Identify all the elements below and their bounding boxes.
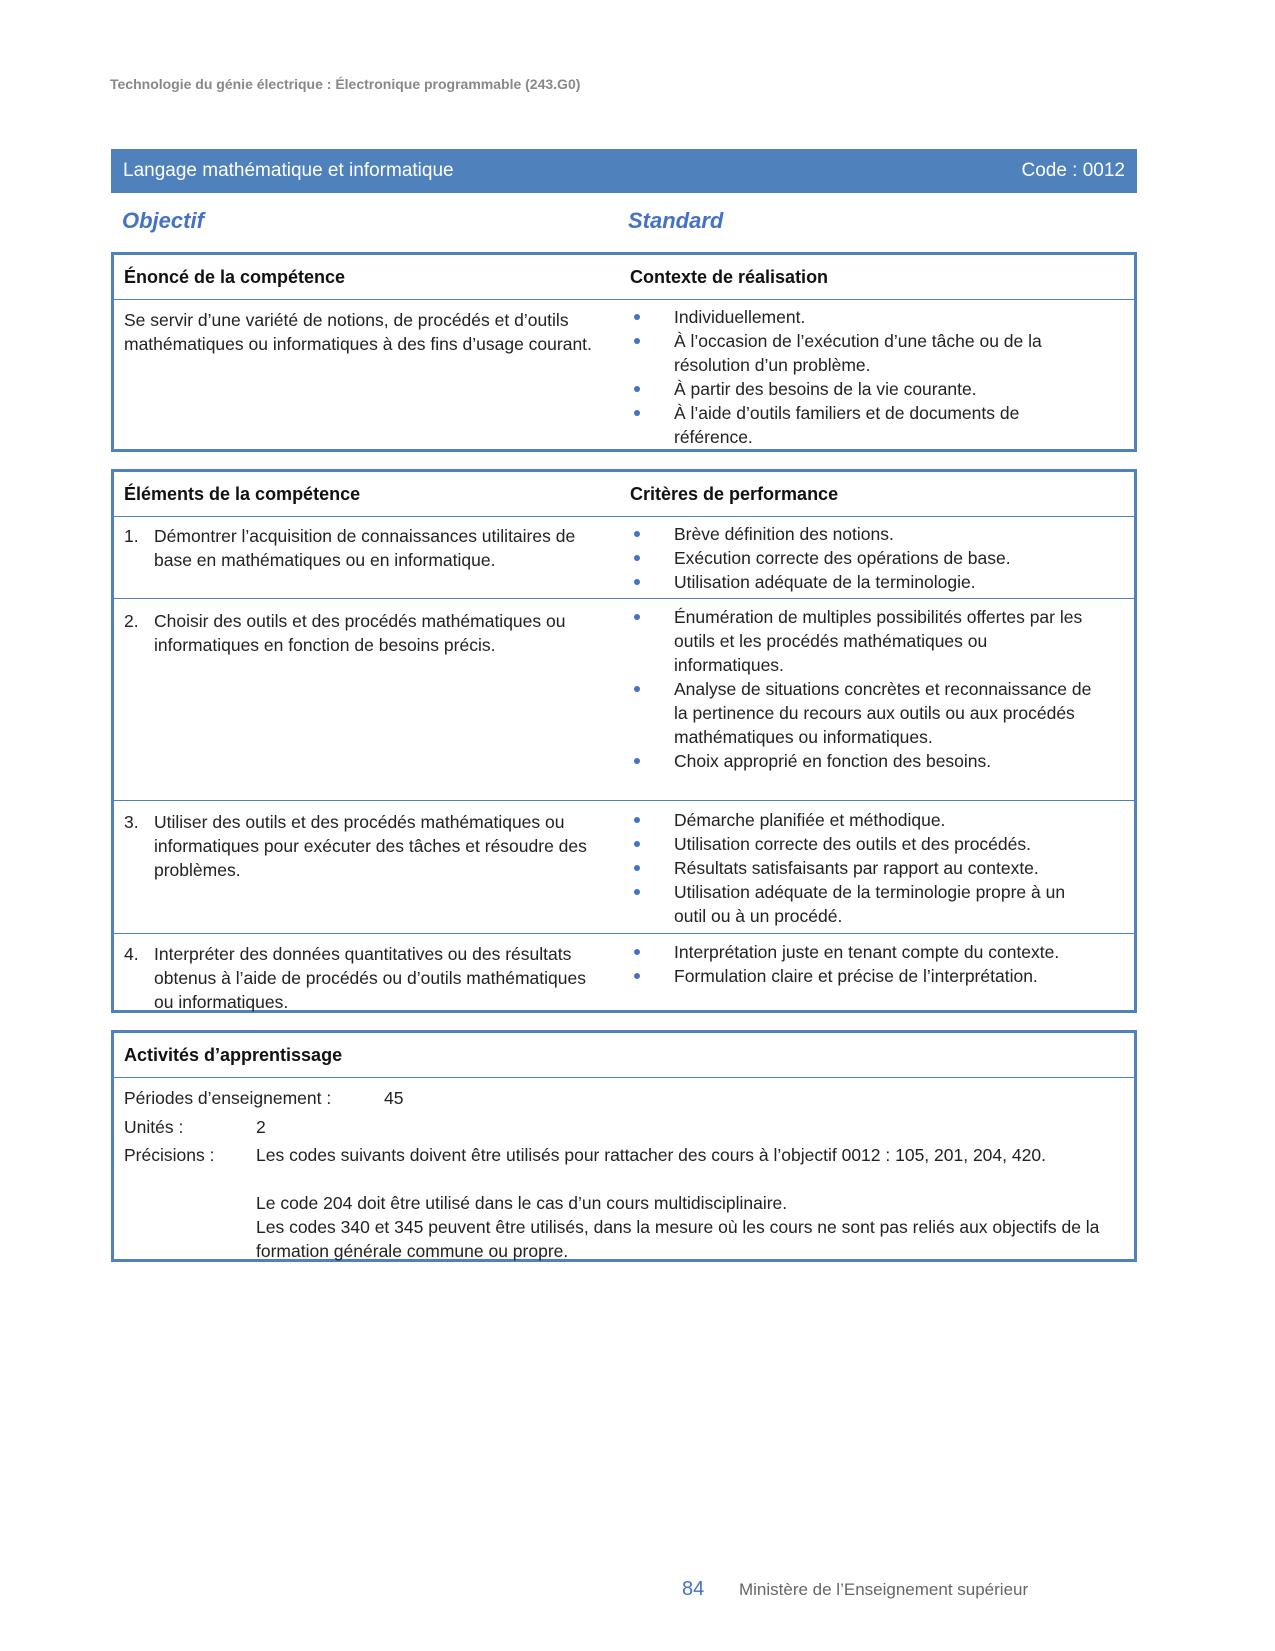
elements-box [111,469,1137,1013]
criterion-item: Utilisation adéquate de la terminologie. [630,570,1100,594]
row-divider [114,800,1134,801]
context-item: À l’aide d’outils familiers et de documents de référence. [630,401,1100,449]
objective-code: Code : 0012 [1021,160,1125,181]
element-text: Choisir des outils et des procédés mathématiques ou informatiques en fonction de besoins précis. [154,611,566,655]
competence-statement: Se servir d’une variété de notions, de procédés et d’outils mathématiques ou informatiques à des fins d’usage courant. [124,310,592,354]
activities-header: Activités d’apprentissage [124,1045,343,1065]
activities-box [111,1030,1137,1262]
teaching-periods-label: Périodes d’enseignement : [124,1088,332,1108]
criterion-item: Énumération de multiples possibilités offertes par les outils et les procédés mathématiques ou informatiques. [630,605,1100,677]
activities-header-row [114,1033,1134,1078]
element-number: 3. [124,812,139,832]
criteria-header: Critères de performance [630,484,839,504]
footer-ministry: Ministère de l’Enseignement supérieur [738,1580,1029,1599]
realization-context-header: Contexte de réalisation [630,267,829,287]
criterion-item: Interprétation juste en tenant compte du contexte. [630,940,1100,964]
criterion-item: Démarche planifiée et méthodique. [630,808,1100,832]
element-text: Interpréter des données quantitatives ou des résultats obtenus à l’aide de procédés ou d’outils mathématiques ou informatiques. [154,944,586,1012]
criterion-item: Exécution correcte des opérations de base. [630,546,1100,570]
element-number: 2. [124,611,139,631]
precision-line: Les codes 340 et 345 peuvent être utilisés, dans la mesure où les cours ne sont pas reliés aux objectifs de la formation générale commune ou propre. [256,1217,1100,1261]
context-item: Individuellement. [630,305,1100,329]
page-footer [682,1578,1028,1601]
teaching-periods-value: 45 [384,1088,404,1108]
criteria-list-4 [630,940,1100,988]
criterion-item: Brève définition des notions. [630,522,1100,546]
element-text: Démontrer l’acquisition de connaissances utilitaires de base en mathématiques ou en informatique. [154,526,576,570]
competence-header-row [114,255,1134,300]
row-divider [114,598,1134,599]
criterion-item: Analyse de situations concrètes et reconnaissance de la pertinence du recours aux outils ou aux procédés mathématiques ou informatiques. [630,677,1100,749]
standard-label: Standard [628,208,724,233]
competence-box [111,252,1137,452]
units-value: 2 [256,1117,266,1137]
criterion-item: Résultats satisfaisants par rapport au contexte. [630,856,1100,880]
document-running-header: Technologie du génie électrique : Électronique programmable (243.G0) [110,76,581,92]
criterion-item: Utilisation adéquate de la terminologie propre à un outil ou à un procédé. [630,880,1100,928]
objective-title: Langage mathématique et informatique [123,160,454,181]
criterion-item: Choix approprié en fonction des besoins. [630,749,1100,773]
elements-header: Éléments de la compétence [124,484,361,504]
row-divider [114,933,1134,934]
criteria-list-2 [630,605,1100,773]
precisions-label: Précisions : [124,1145,215,1165]
element-number: 4. [124,944,139,964]
precision-line: Le code 204 doit être utilisé dans le cas d’un cours multidisciplinaire. [256,1193,788,1213]
element-number: 1. [124,526,139,546]
competence-statement-header: Énoncé de la compétence [124,267,346,287]
page-number: 84 [682,1578,705,1600]
criterion-item: Formulation claire et précise de l’interprétation. [630,964,1100,988]
criterion-item: Utilisation correcte des outils et des procédés. [630,832,1100,856]
elements-header-row [114,472,1134,517]
element-text: Utiliser des outils et des procédés mathématiques ou informatiques pour exécuter des tâches et résoudre des problèmes. [154,812,587,880]
units-label: Unités : [124,1117,184,1137]
realization-context-list [630,305,1100,449]
precision-line: Les codes suivants doivent être utilisés pour rattacher des cours à l’objectif 0012 : 105, 201, 204, 420. [256,1145,1046,1165]
objective-title-bar [111,149,1137,193]
criteria-list-3 [630,808,1100,928]
objective-label: Objectif [122,208,204,233]
context-item: À l’occasion de l’exécution d’une tâche ou de la résolution d’un problème. [630,329,1100,377]
context-item: À partir des besoins de la vie courante. [630,377,1100,401]
criteria-list-1 [630,522,1100,594]
